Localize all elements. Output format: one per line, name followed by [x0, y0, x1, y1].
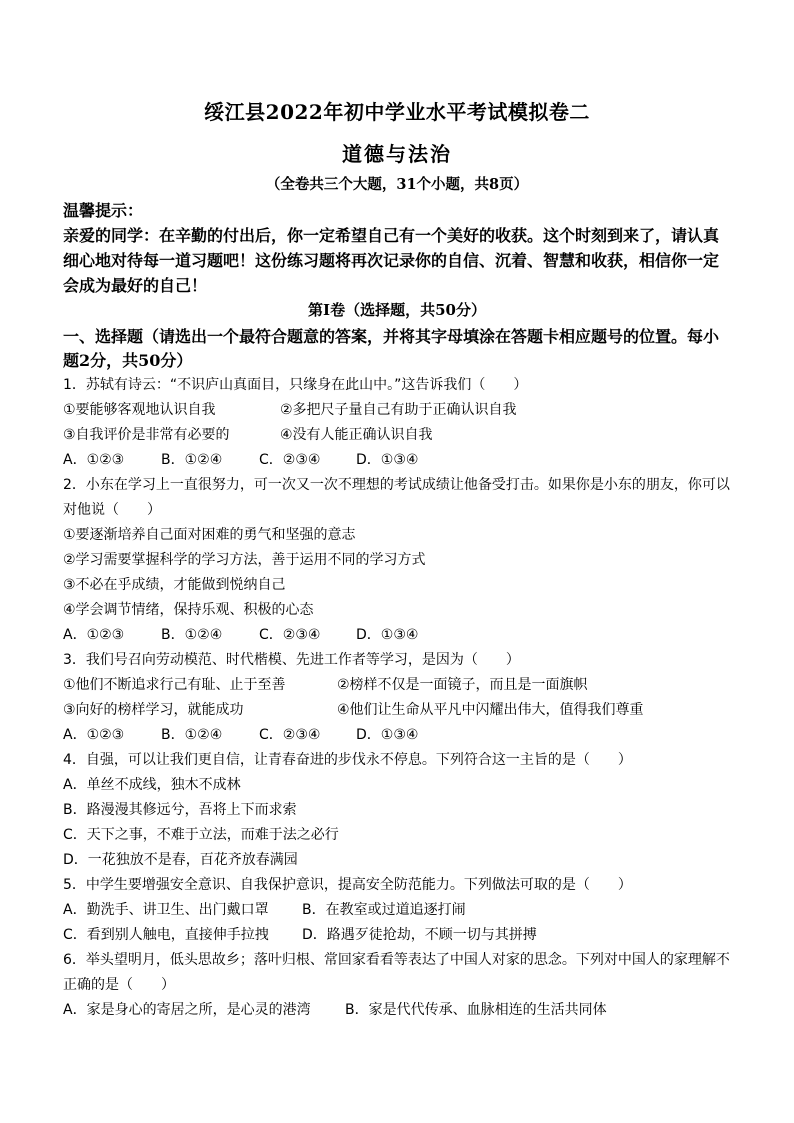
- q4-option-b: B．路漫漫其修远兮，吾将上下而求索: [63, 802, 297, 818]
- q1-stem: 1．苏轼有诗云：“不识庐山真面目，只缘身在此山中。”这告诉我们（ ）: [63, 377, 528, 393]
- subject-title: 道德与法治: [342, 142, 452, 166]
- q6-option-b: B．家是代代传承、血脉相连的生活共同体: [345, 1002, 607, 1018]
- q2-option-c: C．②③④: [259, 627, 321, 643]
- q5-option-a: A．勤洗手、讲卫生、出门戴口罩: [63, 902, 269, 918]
- volume-heading: 第Ⅰ卷（选择题，共50分）: [308, 301, 486, 319]
- q3-statement-2: ②榜样不仅是一面镜子，而且是一面旗帜: [337, 677, 588, 693]
- q3-option-d: D．①③④: [356, 727, 419, 743]
- q1-option-a: A．①②③: [63, 452, 125, 468]
- q4-option-c: C．天下之事，不难于立法，而难于法之必行: [63, 827, 339, 843]
- q5-stem: 5．中学生要增强安全意识、自我保护意识，提高安全防范能力。下列做法可取的是（ ）: [63, 877, 632, 893]
- q2-option-a: A．①②③: [63, 627, 125, 643]
- notice-label: 温馨提示：: [63, 201, 144, 220]
- q3-stem: 3．我们号召向劳动模范、时代楷模、先进工作者等学习，是因为（ ）: [63, 652, 520, 668]
- exam-subtitle: （全卷共三个大题，31个小题，共8页）: [265, 176, 529, 193]
- q2-option-b: B．①②④: [161, 627, 223, 643]
- notice-line-1: 亲爱的同学：在辛勤的付出后，你一定希望自己有一个美好的收获。这个时刻到来了，请认真: [63, 226, 720, 245]
- exam-title: 绥江县2022年初中学业水平考试模拟卷二: [204, 100, 590, 124]
- q1-statement-2: ②多把尺子量自己有助于正确认识自我: [280, 402, 517, 418]
- q2-statement-4: ④学会调节情绪，保持乐观、积极的心态: [63, 602, 314, 618]
- q1-option-c: C．②③④: [259, 452, 321, 468]
- notice-line-2: 细心地对待每一道习题吧！这份练习题将再次记录你的自信、沉着、智慧和收获，相信你一定: [63, 251, 720, 270]
- q3-statement-4: ④他们让生命从平凡中闪耀出伟大，值得我们尊重: [337, 702, 644, 718]
- q2-stem-line-1: 2．小东在学习上一直很努力，可一次又一次不理想的考试成绩让他备受打击。如果你是小东的朋友，你可以: [63, 477, 730, 493]
- notice-line-3: 会成为最好的自己！: [63, 276, 208, 295]
- q3-option-a: A．①②③: [63, 727, 125, 743]
- q3-statement-1: ①他们不断追求行己有耻、止于至善: [63, 677, 286, 693]
- q1-statement-1: ①要能够客观地认识自我: [63, 402, 216, 418]
- q4-stem: 4．自强，可以让我们更自信，让青春奋进的步伐永不停息。下列符合这一主旨的是（ ）: [63, 752, 632, 768]
- q5-option-c: C．看到别人触电，直接伸手拉拽: [63, 927, 269, 943]
- q5-option-d: D．路遇歹徒抢劫，不顾一切与其拼搏: [302, 927, 537, 943]
- q4-option-a: A．单丝不成线，独木不成林: [63, 777, 241, 793]
- q1-option-b: B．①②④: [161, 452, 223, 468]
- q2-stem-line-2: 对他说（ ）: [63, 502, 161, 518]
- q2-statement-1: ①要逐渐培养自己面对困难的勇气和坚强的意志: [63, 527, 356, 543]
- q5-option-b: B．在教室或过道追逐打闹: [302, 902, 466, 918]
- q4-option-d: D．一花独放不是春，百花齐放春满园: [63, 852, 298, 868]
- q6-stem-line-2: 正确的是（ ）: [63, 977, 175, 993]
- q2-statement-2: ②学习需要掌握科学的学习方法，善于运用不同的学习方式: [63, 552, 426, 568]
- q1-option-d: D．①③④: [356, 452, 419, 468]
- section-instruction-1: 一、选择题（请选出一个最符合题意的答案，并将其字母填涂在答题卡相应题号的位置。每小: [63, 327, 720, 346]
- q1-statement-4: ④没有人能正确认识自我: [280, 427, 433, 443]
- q2-option-d: D．①③④: [356, 627, 419, 643]
- q6-stem-line-1: 6．举头望明月，低头思故乡；落叶归根、常回家看看等表达了中国人对家的思念。下列对中国人的家理解不: [63, 952, 730, 968]
- q6-option-a: A．家是身心的寄居之所，是心灵的港湾: [63, 1002, 311, 1018]
- q1-statement-3: ③自我评价是非常有必要的: [63, 427, 230, 443]
- section-instruction-2: 题2分，共50分）: [63, 351, 193, 370]
- q3-statement-3: ③向好的榜样学习，就能成功: [63, 702, 244, 718]
- q3-option-b: B．①②④: [161, 727, 223, 743]
- q3-option-c: C．②③④: [259, 727, 321, 743]
- q2-statement-3: ③不必在乎成绩，才能做到悦纳自己: [63, 577, 286, 593]
